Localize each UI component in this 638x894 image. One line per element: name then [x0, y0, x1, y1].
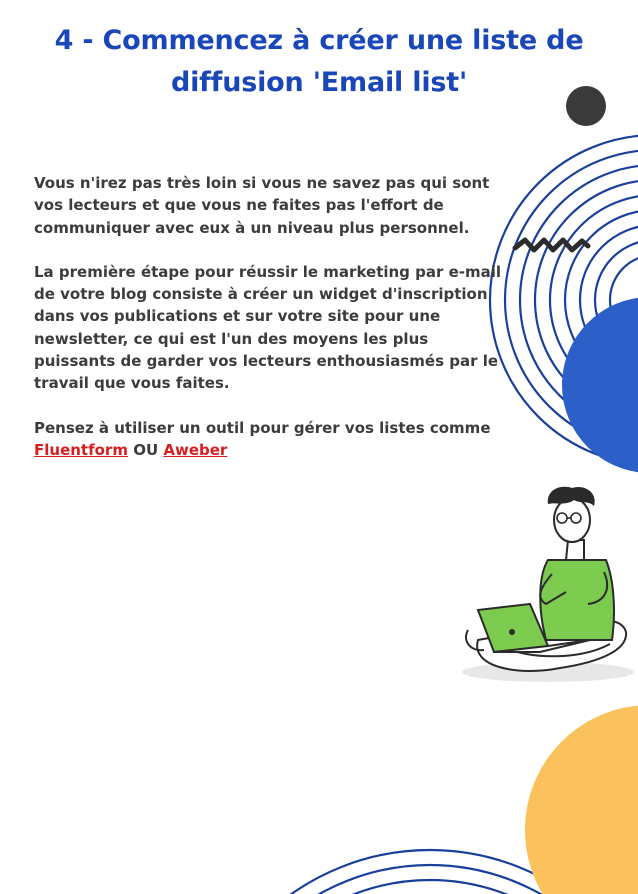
orange-circle [525, 705, 638, 894]
fluentform-link[interactable]: Fluentform [34, 440, 128, 459]
article-body [34, 172, 504, 483]
aweber-link[interactable]: Aweber [163, 440, 228, 459]
person-with-laptop-illustration [462, 487, 634, 682]
zigzag-squiggle [515, 240, 588, 250]
paragraph-marketing: La première étape pour réussir le marketing par e-mail de votre blog consiste à créer un widget d'inscription dans vos publications et sur votre site pour une newsletter, ce qui est l'un des moyens les plus puissants de garder vos lecteurs enthousiasmés par le travail que vous faites. [34, 262, 502, 393]
blue-circle [562, 297, 638, 473]
page-title-line-1: 4 - Commencez à créer une liste de [54, 25, 584, 56]
paragraph-intro: Vous n'irez pas très loin si vous ne savez pas qui sont vos lecteurs et que vous ne faites pas l'effort de communiquer avec eux à un niveau plus personnel. [34, 174, 490, 237]
tools-separator: OU [133, 440, 159, 459]
tools-intro-text: Pensez à utiliser un outil pour gérer vos listes comme [34, 418, 491, 437]
page-title [14, 20, 624, 104]
page-title-line-2: diffusion 'Email list' [170, 67, 468, 98]
paragraph-tools [34, 417, 504, 462]
